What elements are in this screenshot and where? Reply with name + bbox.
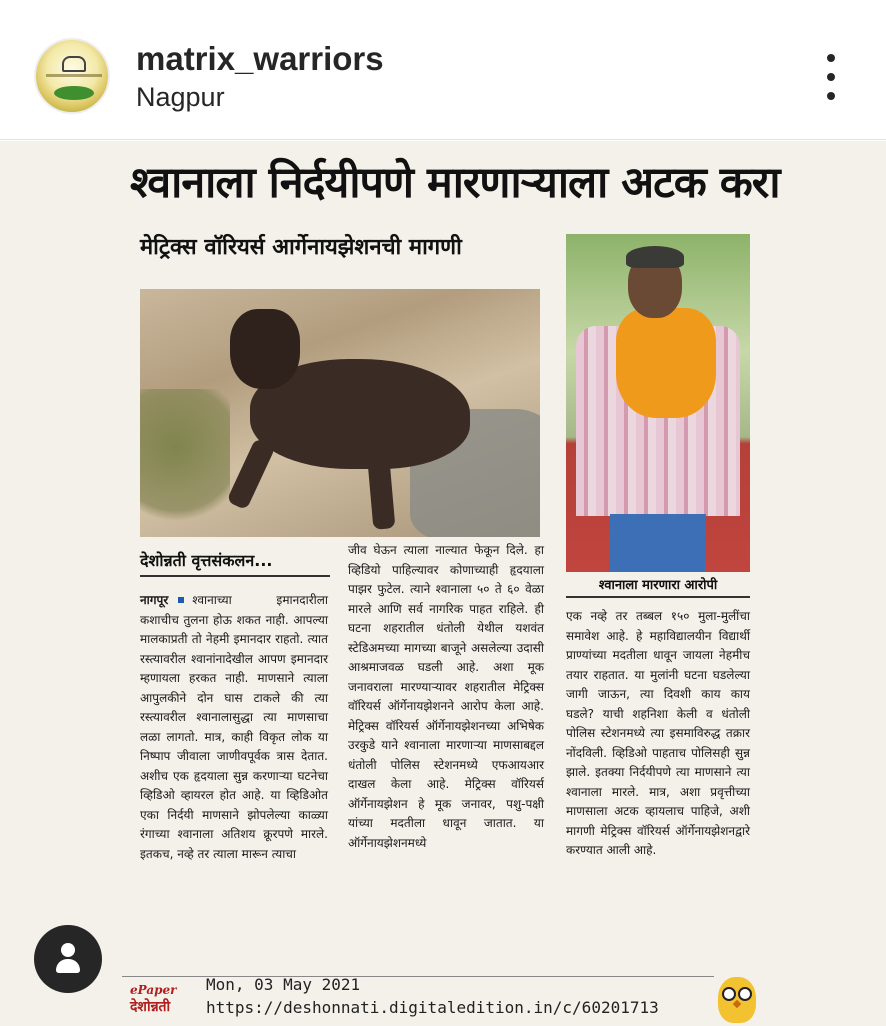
edition-url: https://deshonnati.digitaledition.in/c/60201713	[206, 998, 659, 1017]
article-column-3	[566, 607, 750, 861]
more-options-icon	[827, 54, 835, 62]
article-column-2	[348, 541, 544, 853]
article-subheadline: मेट्रिक्स वॉरियर्स आर्गेनायझेशनची मागणी	[140, 235, 462, 260]
article-column-1	[140, 591, 328, 864]
post-username[interactable]: matrix_warriors	[136, 40, 384, 77]
dog-photo	[140, 289, 540, 537]
owl-mascot-icon	[718, 977, 756, 1023]
column-3-text: एक नव्हे तर तब्बल १५० मुला-मुलींचा समावेश आहे. हे महाविद्यालयीन विद्यार्थी प्राण्यांच्या मदतीला धावून जायला नेहमीच तयार राहतात. या मुलांनी घटना घडलेल्या जागी जाऊन, त्या दिवशी काय काय घडले? याची शहनिशा केली व धंतोली पोलिस स्टेशनमध्ये त्या इसमाविरुद्ध तक्रार नोंदविली. व्हिडिओ पाहताच पोलिसही सुन्न झाले. इतक्या निर्दयीपणे त्या माणसाने त्या श्वानाला मारले. मात्र, अशा प्रवृत्तीच्या माणसाला अटक व्हायलाच पाहिजे, अशी मागणी मेट्रिक्स वॉरियर्स ऑर्गेनायझेशनद्वारे करण्यात आली आहे.	[566, 609, 750, 857]
article-headline: श्वानाला निर्दयीपणे मारणाऱ्याला अटक करा	[130, 158, 780, 208]
photo-caption: श्वानाला मारणारा आरोपी	[566, 575, 750, 598]
accused-photo	[566, 234, 750, 572]
article-dateline: नागपूर	[140, 593, 169, 607]
post-location[interactable]: Nagpur	[136, 82, 225, 112]
avatar-logo-icon	[62, 56, 86, 72]
column-1-text: श्वानाच्या इमानदारीला कशाचीच तुलना होऊ शकत नाही. आपल्या मालकाप्रती तो नेहमी इमानदार राहतो. त्यात रस्त्यावरील श्वानांनादेखील आपण इमानदार म्हणायला हरकत नाही. माणसाने त्याला आपुलकीने दोन घास टाकले की त्या रस्त्यावरील श्वानालासुद्धा त्या माणसाचा लळा लागतो. मात्र, काही विकृत लोक या निष्पाप जीवाला जाणीवपूर्वक त्रास देतात. अशीच एक हृदयाला सुन्न करणाऱ्या घटनेचा व्हिडिओ व्हायरल होत आहे. या व्हिडिओत एका निर्दयी माणसाने झोपलेल्या काळ्या रंगाच्या श्वानाला अतिशय क्रूरपणे मारले. इतकच, नव्हे तर त्याला मारून त्याचा	[140, 593, 328, 861]
profile-avatar[interactable]	[34, 38, 110, 114]
post-image-newspaper-clip[interactable]	[0, 141, 886, 1026]
epaper-logo: ePaper देशोन्नती	[130, 983, 177, 1015]
dateline-bullet-icon	[178, 597, 184, 603]
more-options-button[interactable]	[814, 52, 848, 102]
article-byline: देशोन्नती वृत्तसंकलन...	[140, 549, 330, 577]
user-tag-button[interactable]	[34, 925, 102, 993]
user-tag-icon	[61, 943, 75, 957]
edition-date: Mon, 03 May 2021	[206, 975, 361, 994]
post-header	[0, 0, 886, 140]
column-2-text: जीव घेऊन त्याला नाल्यात फेकून दिले. हा व्हिडियो पाहिल्यावर कोणाच्याही हृदयाला पाझर फुटेल. त्याने श्वानाला ५० ते ६० वेळा मारले आणि सर्व नागरिक पाहत राहिले. ही घटना शहरातील धंतोली येथील यशवंत स्टेडिअमच्या मागच्या बाजूने असलेल्या उदासी आश्रमाजवळ घडली आहे. अशा मूक जनावराला मारण्याऱ्यावर शहरातील मेट्रिक्स वॉरियर्स ऑर्गेनायझेशनने आरोप केला आहे. मेट्रिक्स वॉरियर्स ऑर्गेनायझेशनच्या अभिषेक उरकुडे याने श्वानाला मारणाऱ्या माणसाबद्दल धंतोली पोलिस स्टेशनमध्ये एफआयआर दाखल केला आहे. मेट्रिक्स वॉरियर्स ऑर्गेनायझेशन हे मूक जनावर, पशु-पक्षी यांच्या मदतीला धावून जातात. या ऑर्गेनायझेशनमध्ये	[348, 543, 544, 850]
